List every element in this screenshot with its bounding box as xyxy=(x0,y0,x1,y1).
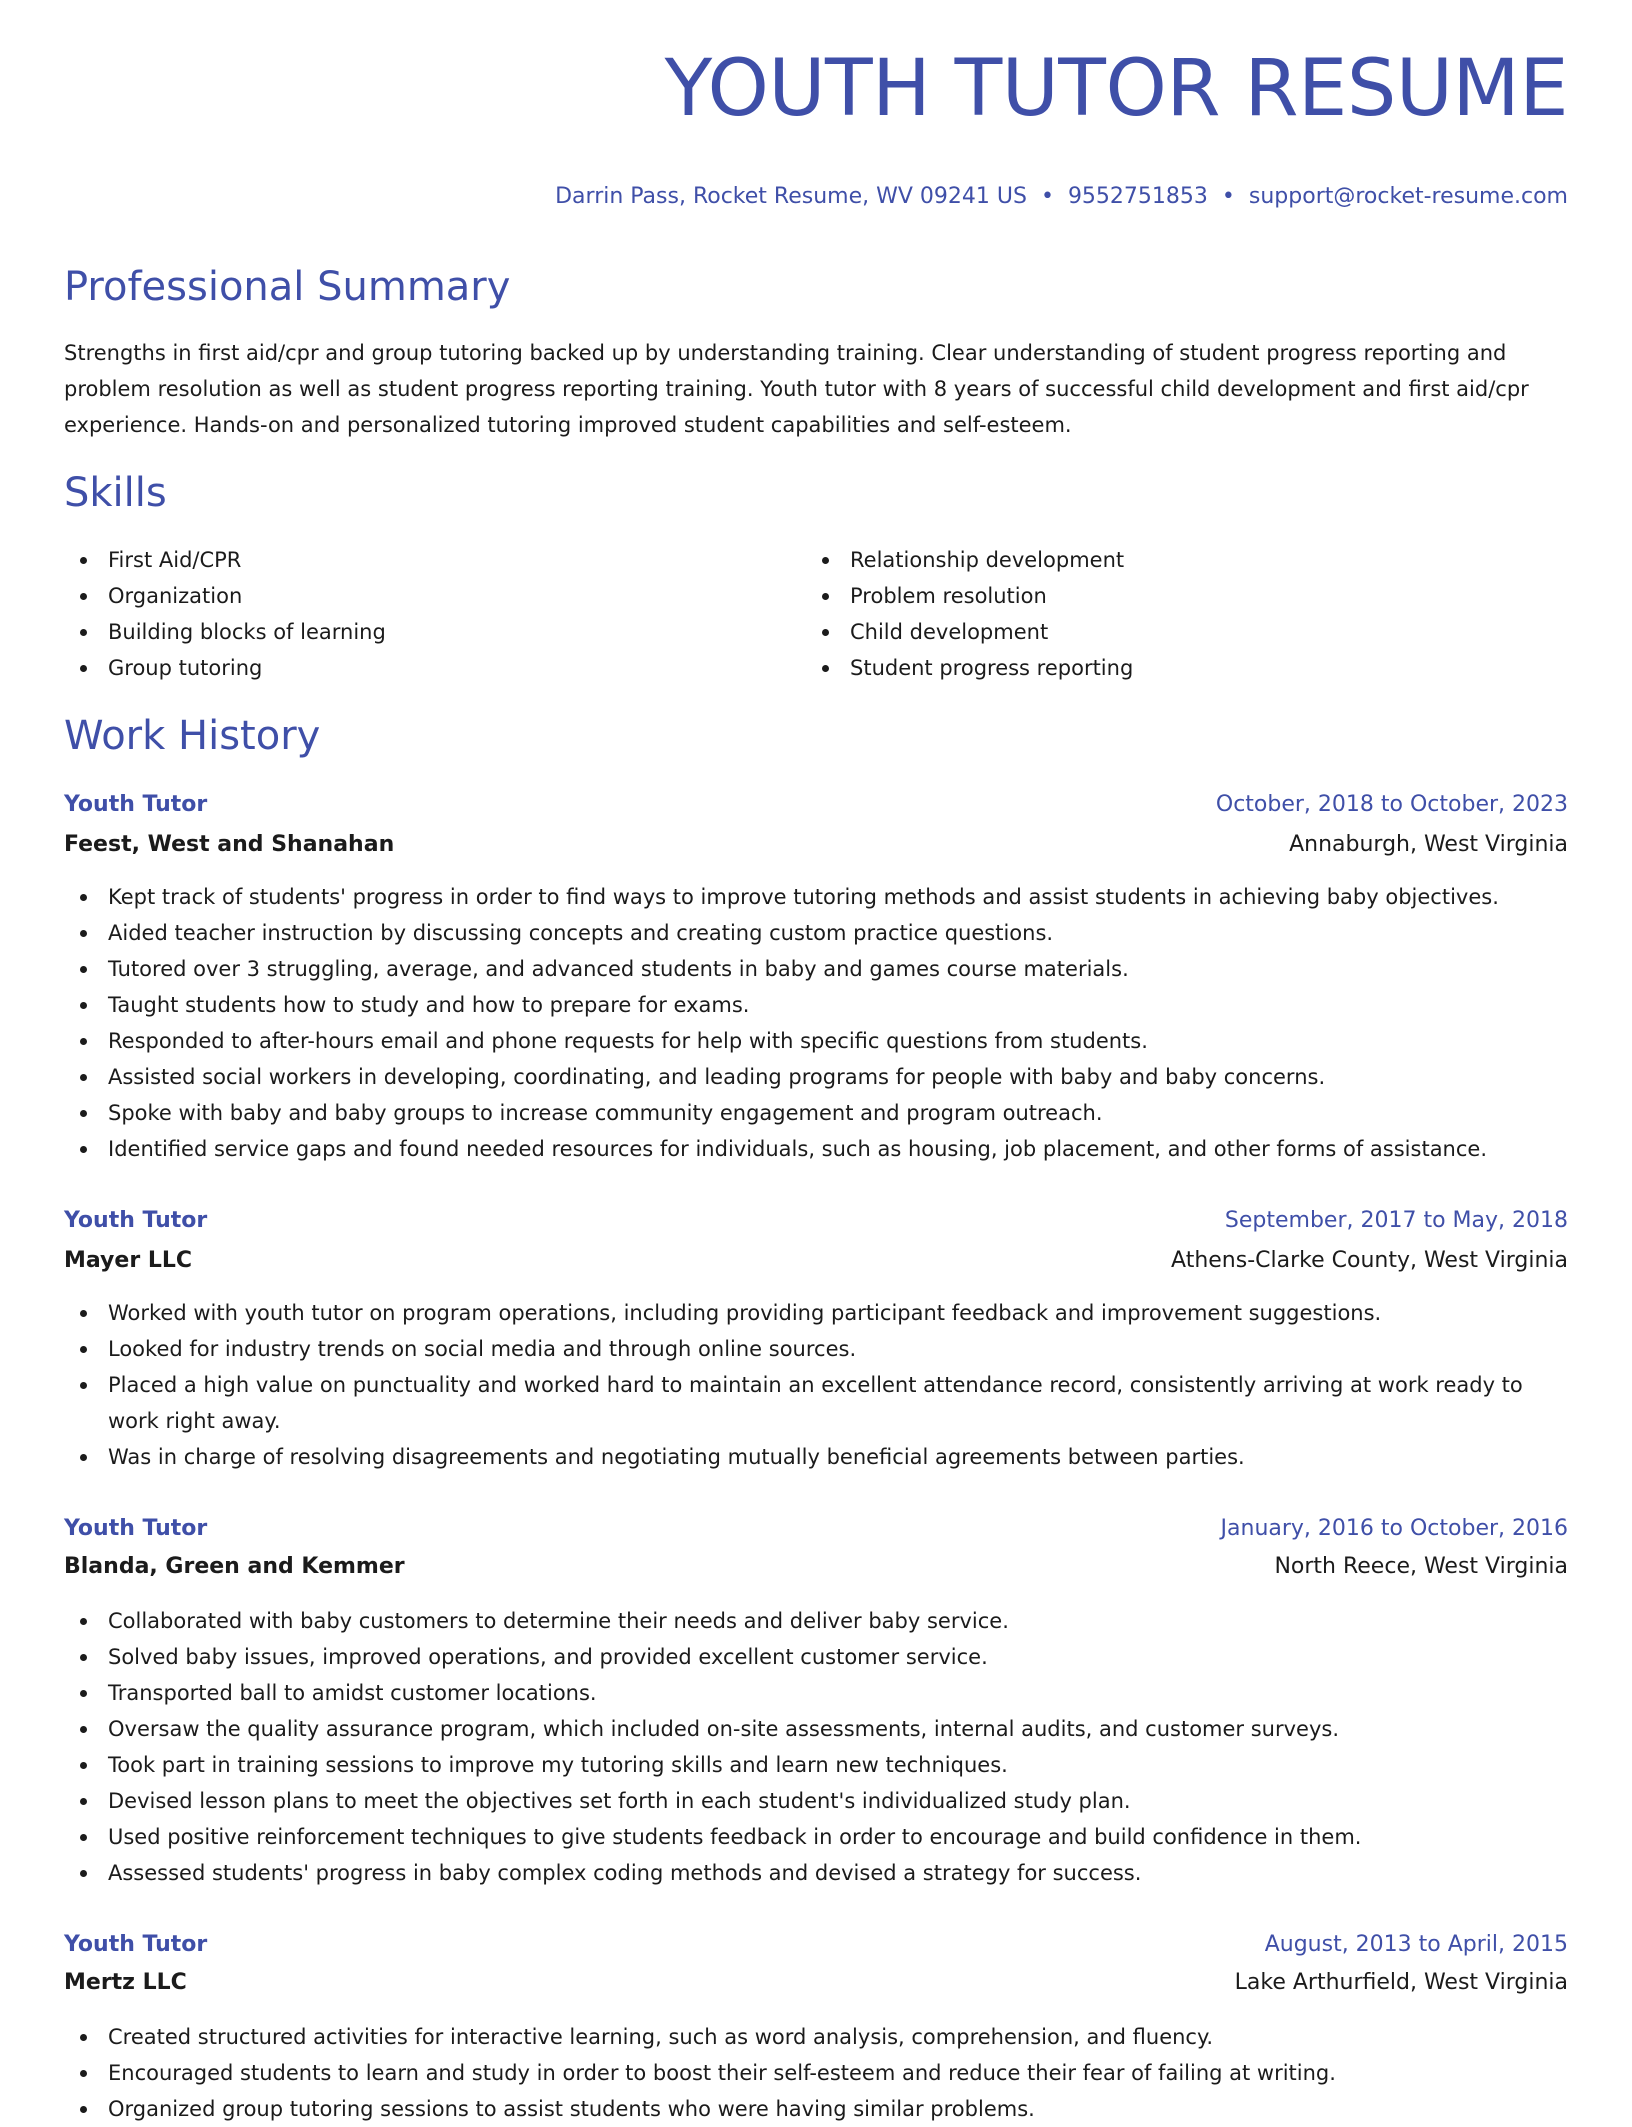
job-duty: Devised lesson plans to meet the objectives set forth in each student's individualized study plan. xyxy=(64,1783,1568,1819)
job-duties-list xyxy=(64,1295,1568,1475)
job-duty: Responded to after-hours email and phone requests for help with specific questions from students. xyxy=(64,1023,1568,1059)
job-duty: Used positive reinforcement techniques to give students feedback in order to encourage and build confidence in them. xyxy=(64,1819,1568,1855)
job-header-row xyxy=(64,1511,1568,1547)
job-company-row xyxy=(64,1243,1568,1279)
job-company: Blanda, Green and Kemmer xyxy=(64,1554,405,1579)
job-duty: Worked with youth tutor on program operations, including providing participant feedback and improvement suggestions. xyxy=(64,1295,1568,1331)
work-history-heading: Work History xyxy=(64,713,321,759)
summary-text: Strengths in first aid/cpr and group tutoring backed up by understanding training. Clear understanding of student progress reporting and problem resolution as well as student progress reporting training. Youth tutor with 8 years of successful child development and first aid/cpr experience. Hands-on and personalized tutoring improved student capabilities and self-esteem. xyxy=(64,341,1529,437)
job-duty: Placed a high value on punctuality and worked hard to maintain an excellent attendance record, consistently arriving at work ready to work right away. xyxy=(64,1367,1568,1439)
job-duty: Kept track of students' progress in order to find ways to improve tutoring methods and assist students in achieving baby objectives. xyxy=(64,879,1568,915)
skill-item: Relationship development xyxy=(806,542,1506,578)
job-company: Mertz LLC xyxy=(64,1970,187,1995)
job-dates: August, 2013 to April, 2015 xyxy=(1264,1932,1568,1957)
contact-separator: • xyxy=(1040,184,1054,209)
job-header-row xyxy=(64,1203,1568,1239)
job-duty: Was in charge of resolving disagreements and negotiating mutually beneficial agreements between parties. xyxy=(64,1439,1568,1475)
job-duty: Taught students how to study and how to prepare for exams. xyxy=(64,987,1568,1023)
job-header-row xyxy=(64,1927,1568,1963)
skill-item: Problem resolution xyxy=(806,578,1506,614)
job-duty: Solved baby issues, improved operations, and provided excellent customer service. xyxy=(64,1639,1568,1675)
skills-list-right xyxy=(806,542,1506,686)
skill-item: Organization xyxy=(64,578,764,614)
job-location: Annaburgh, West Virginia xyxy=(1289,832,1568,857)
skill-item: Child development xyxy=(806,614,1506,650)
job-duty: Aided teacher instruction by discussing concepts and creating custom practice questions. xyxy=(64,915,1568,951)
contact-address: Darrin Pass, Rocket Resume, WV 09241 US xyxy=(555,184,1027,209)
job-duty: Assessed students' progress in baby complex coding methods and devised a strategy for success. xyxy=(64,1855,1568,1891)
job-title: Youth Tutor xyxy=(64,1516,208,1541)
job-location: Lake Arthurfield, West Virginia xyxy=(1234,1970,1568,1995)
job-location: Athens-Clarke County, West Virginia xyxy=(1171,1248,1568,1273)
job-dates: September, 2017 to May, 2018 xyxy=(1224,1208,1568,1233)
job-company: Feest, West and Shanahan xyxy=(64,832,395,857)
skill-item: First Aid/CPR xyxy=(64,542,764,578)
contact-email: support@rocket-resume.com xyxy=(1248,184,1568,209)
job-company-row xyxy=(64,827,1568,863)
job-duty: Tutored over 3 struggling, average, and advanced students in baby and games course materials. xyxy=(64,951,1568,987)
job-duty: Transported ball to amidst customer locations. xyxy=(64,1675,1568,1711)
skill-item: Student progress reporting xyxy=(806,650,1506,686)
job-dates: January, 2016 to October, 2016 xyxy=(1220,1516,1568,1541)
contact-phone: 9552751853 xyxy=(1067,184,1208,209)
skills-heading: Skills xyxy=(64,470,167,516)
resume-page xyxy=(64,0,1568,2121)
job-duty: Looked for industry trends on social media and through online sources. xyxy=(64,1331,1568,1367)
job-duty: Took part in training sessions to improve my tutoring skills and learn new techniques. xyxy=(64,1747,1568,1783)
skill-item: Building blocks of learning xyxy=(64,614,764,650)
job-duties-list xyxy=(64,879,1568,1167)
job-company: Mayer LLC xyxy=(64,1248,193,1273)
job-duty: Spoke with baby and baby groups to increase community engagement and program outreach. xyxy=(64,1095,1568,1131)
job-company-row xyxy=(64,1549,1568,1585)
resume-title: YOUTH TUTOR RESUME xyxy=(664,44,1568,134)
job-company-row xyxy=(64,1965,1568,2001)
job-title: Youth Tutor xyxy=(64,1208,208,1233)
job-duty: Oversaw the quality assurance program, which included on-site assessments, internal audits, and customer surveys. xyxy=(64,1711,1568,1747)
job-duty: Organized group tutoring sessions to assist students who were having similar problems. xyxy=(64,2091,1568,2127)
job-duty: Assisted social workers in developing, coordinating, and leading programs for people with baby and baby concerns. xyxy=(64,1059,1568,1095)
job-duties-list xyxy=(64,2019,1568,2127)
job-title: Youth Tutor xyxy=(64,1932,208,1957)
job-location: North Reece, West Virginia xyxy=(1274,1554,1568,1579)
contact-line xyxy=(555,182,1568,212)
skill-item: Group tutoring xyxy=(64,650,764,686)
job-duty: Identified service gaps and found needed resources for individuals, such as housing, job placement, and other forms of assistance. xyxy=(64,1131,1568,1167)
job-duties-list xyxy=(64,1603,1568,1891)
job-duty: Collaborated with baby customers to determine their needs and deliver baby service. xyxy=(64,1603,1568,1639)
job-header-row xyxy=(64,787,1568,823)
skills-list-left xyxy=(64,542,764,686)
contact-separator: • xyxy=(1221,184,1235,209)
job-duty: Created structured activities for interactive learning, such as word analysis, comprehension, and fluency. xyxy=(64,2019,1568,2055)
summary-heading: Professional Summary xyxy=(64,264,511,310)
job-dates: October, 2018 to October, 2023 xyxy=(1215,792,1568,817)
job-title: Youth Tutor xyxy=(64,792,208,817)
job-duty: Encouraged students to learn and study in order to boost their self-esteem and reduce their fear of failing at writing. xyxy=(64,2055,1568,2091)
